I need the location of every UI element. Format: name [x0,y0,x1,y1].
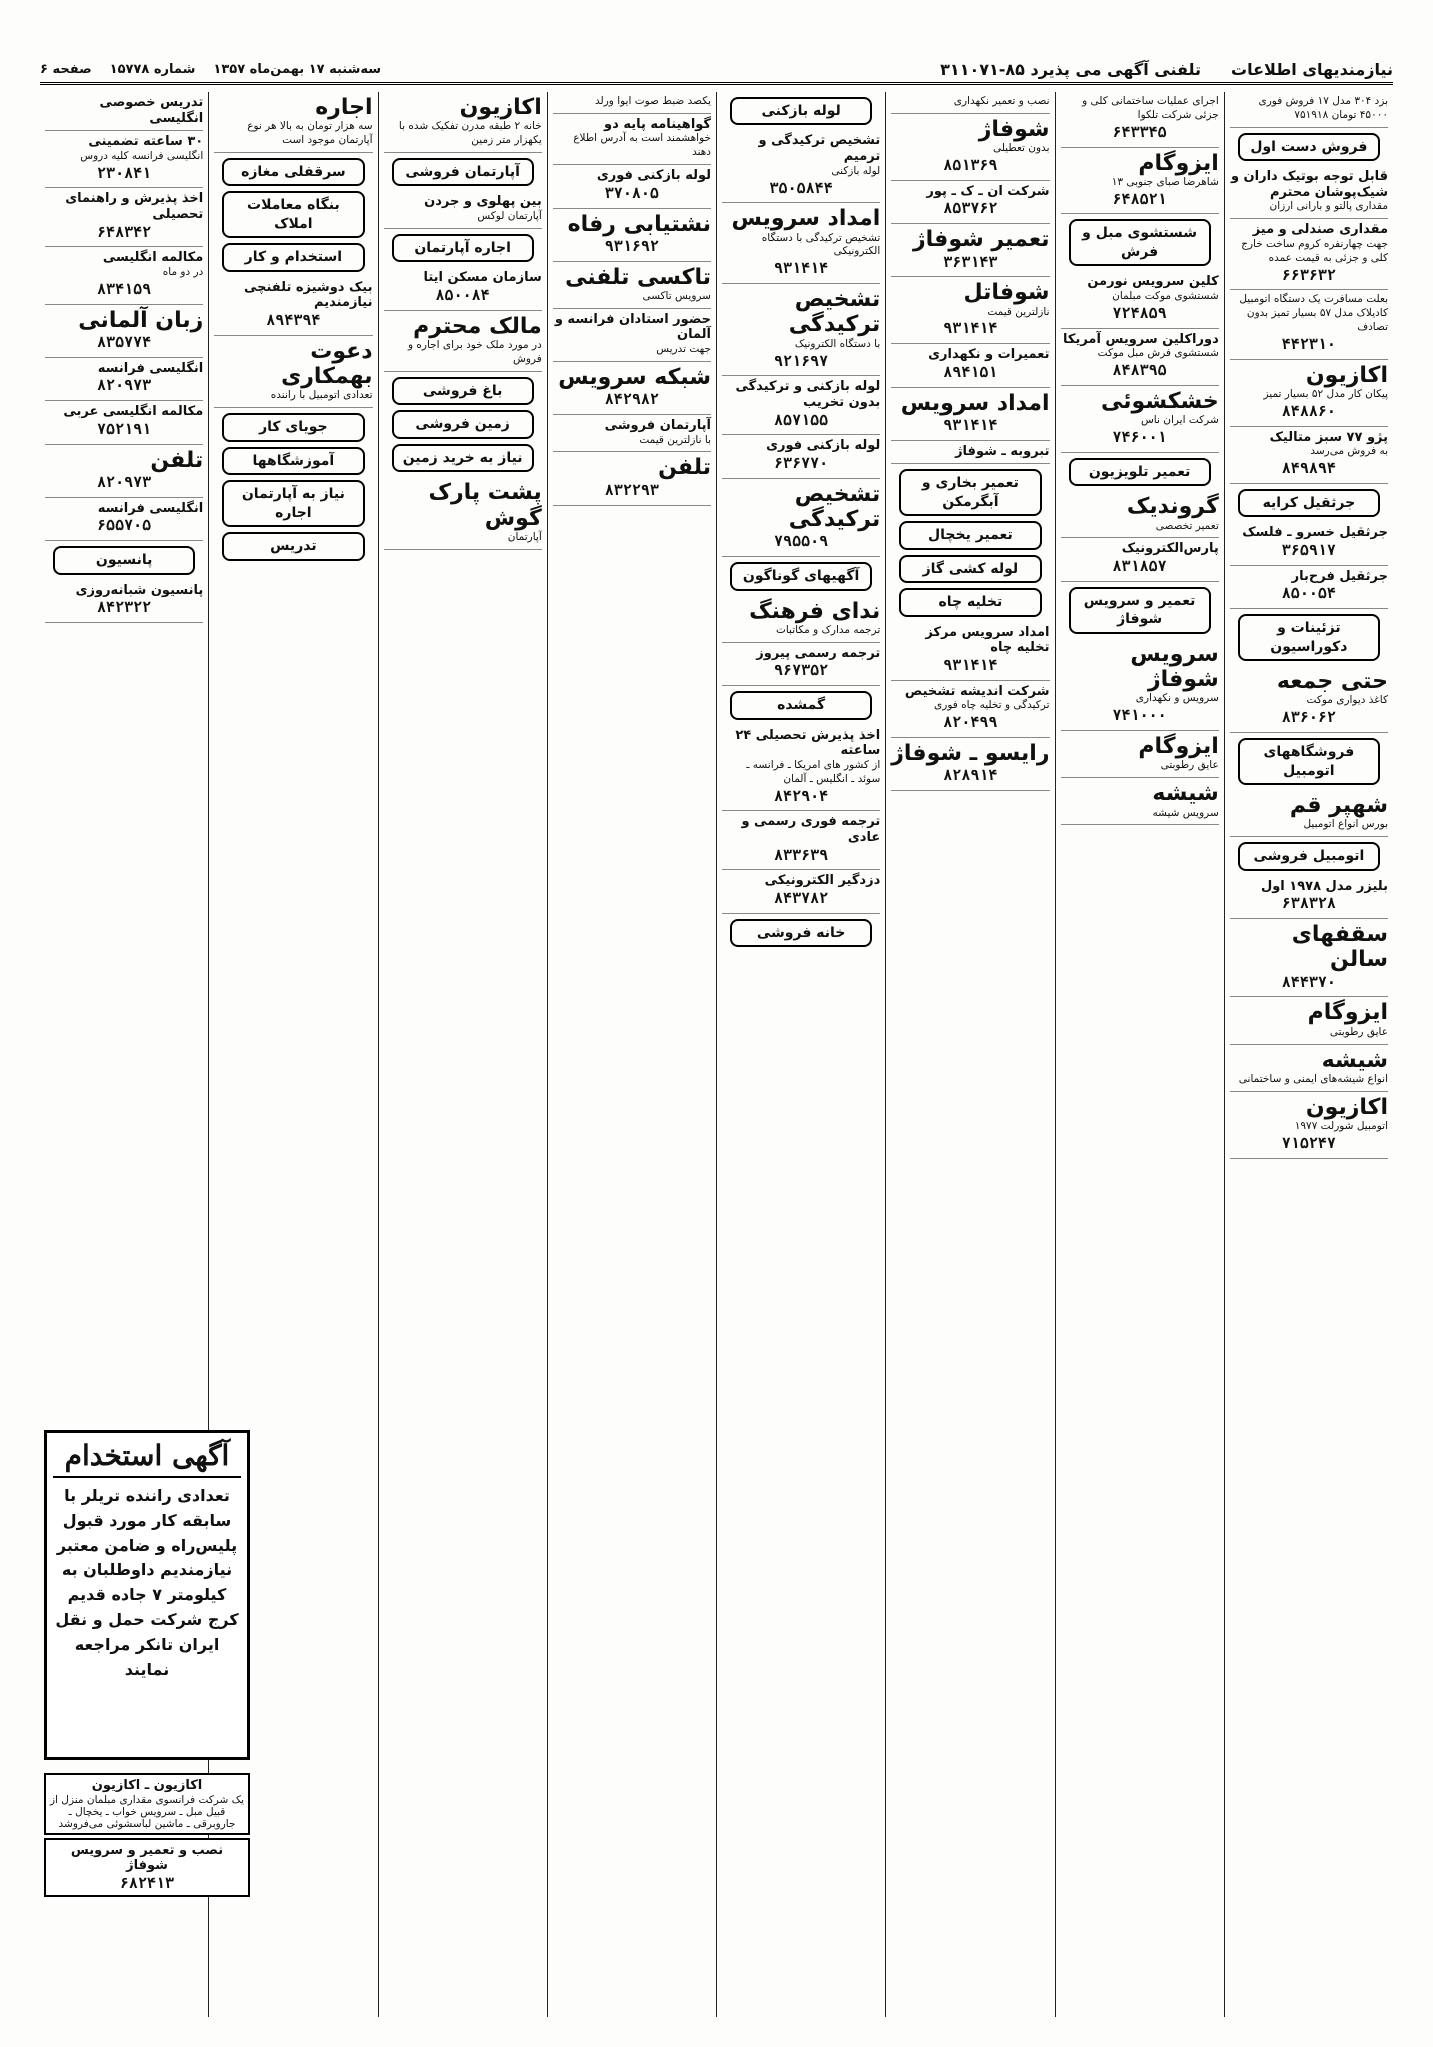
ad-text: نازلترین قیمت [987,305,1050,318]
ad-phone: ۹۳۱۴۱۴ [943,415,998,434]
ad-phone: ۷۱۵۲۴۷ [1281,1133,1336,1152]
classified-ad [1061,92,1219,148]
category-header: بنگاه معاملات املاک [222,191,364,238]
classified-ad [722,130,880,203]
category-header: تعمیر بخاری و آبگرمکن [899,469,1041,516]
ad-title: امداد سرویس مرکز تخلیه چاه [925,624,1050,656]
classified-ad [1230,219,1388,290]
classified-ad [553,209,711,262]
classified-ad [1061,731,1219,778]
classified-ad [45,498,203,541]
classified-ad [1230,919,1388,997]
ad-text: اتومبیل شورلت ۱۹۷۷ [1294,1120,1388,1133]
ad-phone: ۹۲۱۶۹۷ [774,351,829,370]
ad-title: کلین سرویس نورمن [1087,274,1219,290]
ad-title: لوله بازکنی و ترکیدگی بدون تخریب [735,379,881,410]
ad-title: شهپر قم [1289,793,1388,818]
classified-ad [553,262,711,309]
classified-ad [45,445,203,498]
date: سه‌شنبه ۱۷ بهمن‌ماه ۱۳۵۷ [213,61,382,77]
ad-phone: ۶۵۵۷۰۵ [97,516,152,535]
bottom-ad [44,1773,250,1835]
classified-ad [1230,997,1388,1044]
ad-text: شستشوی فرش مبل موکت [1097,347,1219,360]
bottom-ad [44,1838,250,1897]
ad-text: جهت تدریس [656,343,711,355]
ad-text: بزد ۳۰۴ مدل ۱۷ فروش فوری ۴۵۰۰۰ تومان ۷۵۱۹۱۸ [1258,95,1388,121]
masthead-meta [40,62,381,77]
ad-title: دعوت بهمکاری [281,338,373,390]
ad-title: گواهینامه پایه دو [604,116,711,132]
ad-text: بورس انواع اتومبیل [1303,818,1388,831]
ad-phone: ۳۶۵۹۱۷ [1281,540,1336,559]
classified-ad [553,452,711,505]
category-header: پانسیون [53,546,195,574]
ad-title: اکازیون [1305,362,1388,388]
ad-text: خواهشمند است به آدرس اطلاع دهند [573,132,711,159]
classified-ad [45,305,203,358]
category-header: نیاز به خرید زمین [392,444,534,472]
ad-text: ترکیدگی و تخلیه چاه فوری [934,699,1050,712]
ad-text: یک شرکت فرانسوی مقداری مبلمان منزل از قبیل مبل ـ سرویس خواب ـ یخچال ـ جاروبرقی ـ ماشین لباسشوئی می‌فروشد [49,1793,244,1830]
ad-phone: ۶۴۸۵۲۱ [1112,189,1167,208]
ad-phone: ۸۳۳۶۳۹ [774,845,829,864]
ad-phone: ۸۳۱۸۵۷ [1112,557,1167,576]
category-header: نیاز به آپارتمان اجاره [222,480,364,527]
ad-text: سرویس تاکسی [642,289,711,302]
ad-text: تعمیر تخصصی [1155,519,1219,532]
ad-phone: ۶۳۶۷۷۰ [774,453,829,472]
classified-ad [384,311,542,372]
ad-phone: ۷۵۲۱۹۱ [97,419,152,438]
ad-title: سرویس شوفاژ [1130,641,1219,693]
ad-phone: ۶۶۳۶۳۲ [1281,265,1336,284]
classified-ad [1061,329,1219,386]
ad-text: آپارتمان لوکس [477,210,542,223]
ad-phone: ۸۵۱۳۶۹ [943,156,998,175]
ad-title: ترجمه رسمی پیروز [756,645,881,661]
category-header: شستشوی مبل و فرش [1069,219,1211,266]
ad-title: مالک محترم [413,313,542,339]
classified-ad [1230,166,1388,219]
ad-text: یکصد ضبط صوت ایوا ورلد [595,95,711,107]
ad-title: شیشه [1152,781,1219,807]
classified-ad [45,92,203,131]
ad-title: خشکشوئی [1101,388,1219,414]
ad-phone: ۸۴۳۷۸۲ [774,888,829,907]
ad-title: اکازیون [459,95,542,120]
ad-title: حتی جمعه [1276,669,1388,695]
ad-phone: ۸۴۲۹۸۲ [604,390,659,409]
ad-title: جرثقیل خسرو ـ فلسک [1242,525,1388,541]
classified-ad [1230,1045,1388,1092]
ad-text: جهت چهارنفره کروم ساخت خارج کلی و جزئی به قیمت عمده [1241,237,1388,264]
ad-title: دزدگیر الکترونیکی [764,873,881,889]
classified-ad [1230,290,1388,359]
classified-ad [1061,271,1219,328]
ad-phone: ۳۷۰۸۰۵ [604,183,659,202]
ad-phone: ۸۴۲۹۰۴ [774,786,829,805]
category-header: تعمیر یخچال [899,521,1041,549]
ad-phone: ۸۳۶۰۶۲ [1281,708,1336,727]
ad-text: شرکت ایران ناس [1140,414,1219,427]
category-header: جویای کار [222,413,364,441]
ad-phone: ۲۳۰۸۴۱ [97,163,152,182]
ad-phone: ۸۵۰۰۵۴ [1281,584,1336,603]
ad-title: لوله بازکنی فوری [596,168,711,184]
page-number: صفحه ۶ [40,61,92,77]
ad-column-5 [547,92,716,2017]
ad-text: سرویس شیشه [1152,806,1219,819]
ad-title: جرثقیل فرح‌بار [1291,568,1388,584]
classified-ad [1061,778,1219,825]
ad-title: پانسیون شبانه‌روزی [75,582,204,598]
classified-ad [1061,491,1219,538]
ad-column-3 [885,92,1054,2017]
category-header: فروش دست اول [1238,133,1380,161]
classified-ad [891,92,1049,114]
ad-text: ترجمه مدارک و مکاتبات [775,623,881,636]
ad-title: تعمیرات و نکهداری [928,347,1050,363]
ad-text: شستشوی موکت مبلمان [1112,290,1219,302]
ad-text: بدون تعطیلی [992,142,1050,155]
ad-text: عایق رطوبتی [1160,759,1219,772]
ad-phone: ۷۲۴۸۵۹ [1112,303,1167,322]
bottom-ads [44,1770,250,1900]
ad-title: شوفاتل [963,280,1050,306]
category-header: فروشگاههای اتومبیل [1238,738,1380,785]
ad-column-6 [378,92,547,2017]
ad-text: تعدادی اتومبیل با راننده [270,389,373,402]
classified-ad [891,224,1049,277]
classified-ad [1061,639,1219,731]
ad-title: تعمیر شوفاژ [912,227,1050,253]
classified-ad [384,267,542,310]
ad-title: مکالمه انگلیسی عربی [63,404,204,420]
ad-phone: ۶۴۸۳۴۲ [97,222,152,241]
classified-ad [1061,148,1219,215]
classified-ad [722,376,880,435]
ad-title: حضور استادان فرانسه و آلمان [554,311,711,343]
ad-text: اجرای عملیات ساختمانی کلی و جزئی شرکت تلکوا [1082,95,1219,121]
ad-title: لوله بازکنی فوری [766,438,881,454]
ad-title: شوفاژ [978,116,1050,142]
classified-ad [384,92,542,153]
classified-ad [45,358,203,401]
ad-phone: ۸۳۵۷۷۴ [97,332,152,351]
ad-text: سه هزار تومان به بالا هر نوع آپارتمان موجود است [247,120,373,147]
ad-title: امداد سرویس [900,390,1050,416]
classified-ad [722,725,880,812]
classified-ad [1230,666,1388,733]
classified-ad [891,622,1049,681]
ad-column-4 [716,92,885,2017]
ad-phone: ۸۴۸۸۶۰ [1281,401,1336,420]
ad-title: ایزوگام [1307,1000,1388,1026]
ad-text: در مورد ملک خود برای اجاره و فروش [407,339,542,365]
ad-text: مقداری پالتو و بارانی ارزان [1269,200,1388,213]
ad-title: ندای فرهنگ [749,598,881,624]
classified-ad [1230,566,1388,609]
ad-phone: ۸۹۴۱۵۱ [943,362,998,381]
ad-text: به فروش می‌رسد [1310,445,1388,458]
category-header: لوله کشی گاز [899,555,1041,583]
ad-text: عایق رطوبتی [1329,1025,1388,1038]
ad-title: سازمان مسکن ایتا [423,270,542,286]
category-header: تعمیر و سرویس شوفاژ [1069,587,1211,634]
classified-ad [384,191,542,228]
ad-text: لوله بازکنی [831,164,881,177]
ad-title: گروندیک [1126,494,1219,520]
category-header: زمین فروشی [392,410,534,438]
ad-title: پارس‌الکترونیک [1121,541,1219,557]
ad-title: اکازیون [1305,1094,1388,1120]
category-header: آموزشگاهها [222,447,364,475]
ad-phone: ۸۴۴۳۷۰ [1281,972,1336,991]
classified-ad [214,92,372,153]
ad-phone: ۷۴۱۰۰۰ [1112,706,1167,725]
category-header: گمشده [730,691,872,719]
category-header: تدریس [222,532,364,560]
ad-phone: ۹۳۱۴۱۴ [943,319,998,338]
ad-title: مکالمه انگلیسی [102,250,204,266]
classified-ad [722,811,880,870]
employment-ad-body: تعدادی راننده تریلر با سابقه کار مورد قبول پلیس‌راه و ضامن معتبر نیازمندیم داوطلبان به کیلومتر ۷ جاده قدیم کرج شرکت حمل و نقل ایران تانکر مراجعه نمایند [55,1486,239,1679]
category-header: سرقفلی مغازه [222,158,364,186]
classified-ad [722,870,880,913]
category-header: باغ فروشی [392,377,534,405]
ad-text: در دو ماه [162,266,204,279]
category-header: اجاره آپارتمان [392,234,534,262]
ad-phone: ۸۵۰۰۸۴ [435,286,490,304]
ad-title: پشت پارک گوش [428,480,542,531]
category-header: اتومبیل فروشی [1238,842,1380,870]
classified-ad [45,247,203,304]
classified-ad [722,203,880,284]
ad-phone: ۸۵۷۱۵۵ [774,410,829,429]
ad-text: با دستگاه الکترونیک [794,337,881,350]
ad-title: اکازیون ـ اکازیون [91,1778,203,1793]
ad-title: انگلیسی فرانسه [97,500,204,516]
classified-ad [891,344,1049,387]
classified-ad [1061,538,1219,581]
ad-phone: ۸۹۴۳۹۴ [266,311,321,330]
ad-title: شبکه سرویس [558,364,711,390]
classified-ad [45,580,203,623]
ad-phone: ۸۴۹۸۹۴ [1281,459,1336,478]
ad-title: اجاره [315,95,373,120]
classified-ad [1230,522,1388,565]
ad-phone: ۶۴۳۳۴۵ [1112,122,1167,141]
category-header: لوله بازکنی [730,97,872,125]
classified-ad [553,362,711,415]
ad-text: پیکان کار مدل ۵۲ بسیار تمیز [1263,388,1388,401]
ad-title: دوراکلین سرویس آمریکا [1063,331,1219,347]
ad-title: شرکت ان ـ ک ـ پور [926,183,1050,199]
classified-ad [722,596,880,643]
category-header: خانه فروشی [730,919,872,947]
ad-phone: ۸۲۰۴۹۹ [943,713,998,732]
ad-title: اخذ پذیرش و راهنمای تحصیلی [65,191,204,223]
classified-ad [1230,360,1388,427]
ad-title: مقداری صندلی و میز [1252,222,1388,238]
ad-phone: ۸۲۸۹۱۴ [943,766,998,785]
ad-phone: ۸۳۲۲۹۳ [604,480,659,499]
employment-ad-heading: آگهی استخدام [53,1439,241,1478]
classified-ad [722,284,880,376]
category-header: آپارتمان فروشی [392,158,534,186]
ad-column-2 [1055,92,1224,2017]
issue-number: شماره ۱۵۷۷۸ [109,61,196,77]
classified-ad [553,92,711,114]
ad-phone: ۹۳۱۶۹۲ [604,236,659,255]
ad-phone: ۳۶۳۱۴۳ [943,252,998,271]
ad-title: ایزوگام [1138,734,1219,760]
ad-phone: ۷۹۵۵۰۹ [774,532,829,551]
ad-title: زبان آلمانی [78,307,204,333]
ad-title: تبروبه ـ شوفاژ [955,443,1050,459]
tagline: تلفنی آگهی می پذیرد ۸۵-۳۱۱۰۷۱ [940,59,1202,79]
category-header: تخلیه چاه [899,588,1041,616]
ad-text: انواع شیشه‌های ایمنی و ساختمانی [1238,1072,1388,1085]
category-header: تزئینات و دکوراسیون [1238,614,1380,661]
ad-text: آپارتمان [507,530,542,543]
ad-phone: ۷۴۶۰۰۱ [1112,428,1167,447]
ad-title: ایزوگام [1138,150,1219,176]
ad-phone: ۹۳۱۴۱۴ [943,655,998,674]
ad-phone: ۸۴۸۳۹۵ [1112,361,1167,380]
ad-phone: ۸۲۰۹۷۳ [97,472,152,491]
ad-phone: ۸۵۳۷۶۲ [943,199,998,218]
classified-ad [891,114,1049,181]
classified-ad [1061,386,1219,453]
classified-ad [45,131,203,188]
employment-ad [44,1430,250,1760]
ad-title: نشتیابی رفاه [567,211,711,237]
ad-title: بلیزر مدل ۱۹۷۸ اول [1260,878,1388,894]
classified-ad [553,114,711,165]
ad-title: تلفن [658,455,711,481]
ad-title: رایسو ـ شوفاژ [891,740,1050,766]
ad-title: تلفن [150,447,204,473]
classified-ad [722,479,880,557]
ad-title: امداد سرویس [731,206,881,232]
ad-phone: ۸۲۰۹۷۳ [97,376,152,395]
classified-ad [891,441,1049,465]
ad-title: بیک دوشیزه تلفنچی نیازمندیم [243,279,373,311]
classified-ad [891,181,1049,224]
classified-ad [45,188,203,247]
ad-title: آپارتمان فروشی [604,417,711,433]
classified-ad [1230,876,1388,919]
ad-text: خانه ۲ طبقه مدرن تفکیک شده با یکهزار متر زمین [398,120,542,147]
ad-phone: ۹۶۷۳۵۲ [774,661,829,680]
classified-ad [1230,92,1388,128]
classified-ad [722,435,880,478]
ad-title: سقفهای سالن [1291,922,1388,973]
ad-title: نصب و تعمیر و سرویس شوفاژ [70,1842,224,1874]
ad-title: پژو ۷۷ سبز متالیک [1269,429,1388,445]
ad-phone: ۶۸۲۴۱۳ [119,1873,175,1892]
ad-phone: ۴۴۲۳۱۰ [1281,334,1336,353]
classified-ad [891,738,1049,791]
ad-text: انگلیسی فرانسه کلیه دروس [80,149,204,162]
category-header: جرثقیل کرایه [1238,489,1380,517]
classified-ad [553,415,711,452]
classified-ad [891,388,1049,441]
ad-text: با نازلترین قیمت [639,433,711,446]
ad-phone: ۶۳۸۳۲۸ [1281,894,1336,913]
ad-title: قابل توجه بوتیک داران و شیک‌پوشان محترم [1230,169,1388,200]
ad-phone: ۹۳۱۴۱۴ [774,259,829,278]
ad-title: ترجمه فوری رسمی و عادی [741,814,881,845]
masthead [40,56,1393,85]
ad-text: نصب و تعمیر نکهداری [953,95,1050,107]
ad-title: اخذ پذیرش تحصیلی ۲۴ ساعته [735,727,881,759]
ad-title: تاکسی تلفنی [565,264,711,290]
ad-title: تشخیص ترکیدگی [788,287,881,338]
ad-text: کاغذ دیواری موکت [1306,694,1388,707]
classified-ad [1230,1092,1388,1159]
ad-phone: ۳۵۰۵۸۴۴ [769,178,833,197]
classified-ad [891,277,1049,344]
classified-ad [1230,790,1388,837]
masthead-title-group [940,60,1393,79]
classified-ad [1230,427,1388,484]
ad-title: بین پهلوی و جردن [424,194,542,210]
classified-ad [384,477,542,549]
ad-phone: ۸۴۲۳۲۲ [97,598,152,617]
category-header: استخدام و کار [222,243,364,271]
ad-title: شرکت اندیشه تشخیص [904,683,1050,699]
ad-title: ۳۰ ساعته تضمینی [88,134,204,150]
ad-text: بعلت مسافرت یک دستگاه اتومبیل کادیلاک مدل ۵۷ بسیار تمیز بدون تصادف [1239,293,1388,334]
classified-ad [553,309,711,362]
ad-phone: ۸۳۴۱۵۹ [97,279,152,298]
ad-title: تشخیص ترکیدگی [788,481,881,533]
category-header: آگهیهای گوناگون [730,562,872,590]
ad-column-1 [1224,92,1393,2017]
classified-ad [553,165,711,208]
section-title: نیازمندیهای اطلاعات [1231,59,1393,79]
ad-title: شیشه [1321,1047,1388,1073]
ad-text: شاهرضا صبای جنوبی ۱۳ [1111,175,1219,188]
ad-text: از کشور های امریکا ـ فرانسه ـ سوئد ـ انگلیس ـ آلمان [746,758,881,785]
ad-text: سرویس و نکهداری [1135,692,1219,705]
ad-title: تشخیص ترکیدگی و ترمیم [758,133,881,165]
classified-ad [722,643,880,686]
classified-ad [214,277,372,336]
ad-title: انگلیسی فرانسه [97,360,204,376]
ad-text: تشخیص ترکیدگی با دستگاه الکترونیکی [761,231,881,258]
classified-ad [891,681,1049,738]
category-header: تعمیر تلویزیون [1069,458,1211,486]
classified-ad [45,401,203,444]
ad-title: تدریس خصوصی انگلیسی [99,95,204,126]
classified-ad [214,336,372,408]
